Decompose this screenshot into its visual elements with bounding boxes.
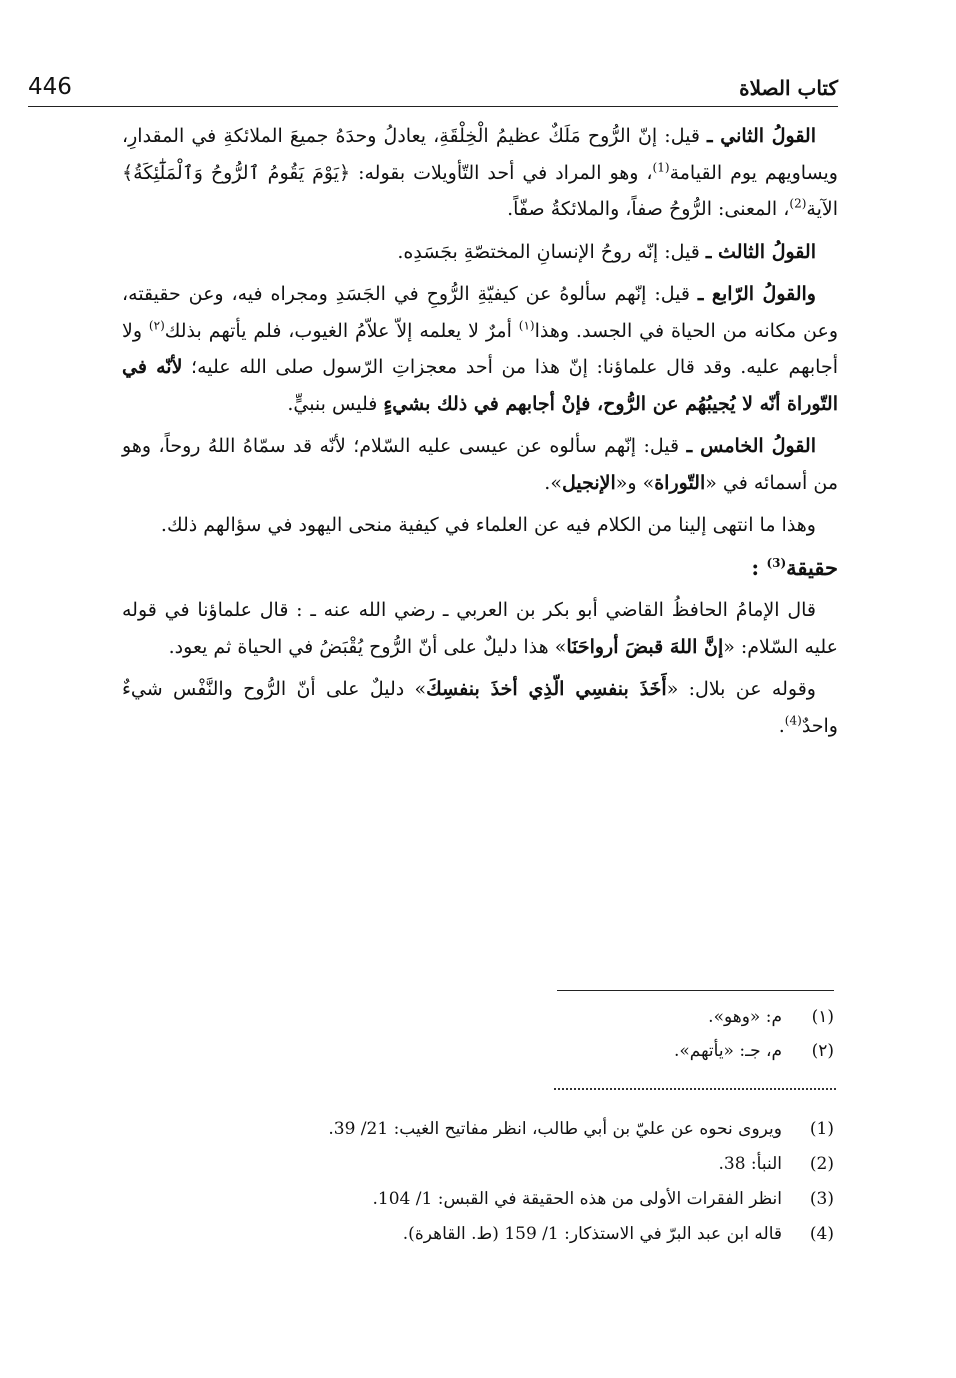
paragraph-text: أمرٌ لا يعلمه إلاّ علاّمُ الغيوب، فلم يأتهم بذلك (164, 319, 519, 342)
paragraph-text: ولا أجابهم عليه. وقد قال علماؤنا: إنّ هذا من أحد معجزاتِ الرّسول صلى الله عليه؛ (122, 319, 838, 378)
paragraph-text: فليس بنبيٍّ. (287, 392, 384, 415)
manuscript-notes (122, 1000, 834, 1068)
page-number: 446 (28, 74, 72, 100)
note-number: (4) (809, 1224, 834, 1244)
paragraph-text: قيل: إنّ الرُّوح مَلَكٌ عظيمُ الْخِلْقَةِ، يعادلُ وحدَهُ جميعَ الملائكةِ في المقدارِ، ويساويهم يوم القيامة (122, 125, 838, 184)
term-fifth-saying: القولُ الخامس ـ (686, 435, 816, 457)
footnote-ref: (١) (518, 318, 535, 333)
note-text: انظر الفقرات الأولى من هذه الحقيقة في القبس: 1/ 104. (372, 1189, 782, 1209)
manuscript-note (122, 1000, 834, 1034)
term-fourth-saying: والقولُ الرّابع ـ (697, 283, 816, 305)
manuscript-note (122, 1034, 834, 1068)
note-number: (1) (809, 1119, 834, 1139)
paragraph-text: » و« (615, 471, 655, 494)
note-text: قاله ابن عبد البرّ في الاستذكار: 1/ 159 (ط. القاهرة). (402, 1224, 782, 1244)
editor-note (122, 1147, 834, 1182)
hadith-quote: أَخَذَ بنفسِي الّذِي أخذَ بنفسِكَ (426, 678, 667, 700)
paragraph-fourth-saying (122, 276, 838, 422)
paragraph-fifth-saying (122, 428, 838, 501)
footnote-divider (557, 990, 834, 991)
page-header (28, 72, 838, 107)
paragraph-text: قيل: إنّهم سألوه عن عيسى عليه السّلام؛ لأنّه قد سمّاهُ اللهُ روحاً، وهو من أسمائه في « (122, 435, 838, 494)
paragraph-second-saying (122, 118, 838, 228)
note-text: النبأ: 38. (718, 1154, 782, 1174)
note-text: ويروى نحوه عن عليّ بن أبي طالب، انظر مفاتيح الغيب: 21/ 39. (328, 1119, 782, 1139)
paragraph-text: قيل: إنّه روحُ الإنسانِ المختصّةِ بجَسَدِه. (397, 240, 706, 263)
paragraph-text: قيل: إنّهم سألوهُ عن كيفيّةِ الرُّوحِ في الجَسَدِ ومجراه فيه، وعن حقيقته، وعن مكانه من الحياة في الجسد. وهذا (122, 283, 838, 342)
note-text: م، جـ: «يأتهم». (673, 1041, 782, 1061)
term-second-saying: القولُ الثاني ـ (707, 125, 816, 147)
paragraph-text: . (778, 714, 785, 737)
heading-colon: : (751, 554, 760, 580)
paragraph-text: ». (544, 471, 562, 494)
running-title: كتاب الصلاة (739, 76, 838, 100)
note-number: (3) (809, 1189, 834, 1209)
footnote-ref: (1) (652, 160, 670, 175)
heading-text: حقيقة (786, 554, 838, 580)
emphasized-text: لأنّه في التّوراة أنّه لا يُجيبُهُم عن الرُّوح، فإنْ أجابهم في ذلك بشيءٍ (122, 356, 838, 415)
paragraph-text: ، وهو المراد في أحد التّأويلات بقوله: ﴿يَوْمَ يَقُومُ ٱلرُّوحُ وَٱلْمَلَٰٓئِكَةُ﴾ الآية (122, 161, 838, 220)
footnote-ref: (4) (784, 713, 802, 728)
footnote-ref: (2) (789, 196, 807, 211)
footnote-ref: (3) (766, 555, 787, 570)
paragraph-bilal (122, 671, 838, 744)
paragraph-text: ، المعنى: الرُّوحُ صفاً، والملائكةُ صفّاً. (507, 198, 790, 220)
term-third-saying: القولُ الثالث ـ (705, 240, 816, 263)
editor-note (122, 1182, 834, 1217)
dotted-divider (554, 1088, 836, 1090)
paragraph-third-saying (122, 234, 838, 271)
editor-note (122, 1217, 834, 1252)
section-heading (122, 550, 838, 587)
hadith-quote: إنَّ اللهَ قبضَ أرواحَنَا (566, 635, 724, 658)
emphasized-text: التّوراة (654, 471, 706, 494)
main-text (122, 118, 838, 750)
editor-notes (122, 1112, 834, 1252)
note-number: (١) (811, 1007, 834, 1027)
note-number: (2) (809, 1154, 834, 1174)
paragraph-text: » دليلٌ على أنّ الرُّوح والنَّفْس شيءٌ واحدٌ (122, 678, 838, 737)
note-text: م: «وهو». (708, 1007, 782, 1027)
paragraph-conclusion: وهذا ما انتهى إلينا من الكلام فيه عن العلماء في كيفية منحى اليهود في سؤالهم ذلك. (160, 514, 816, 536)
footnote-ref: (٢) (148, 318, 165, 333)
emphasized-text: الإنجيل (561, 471, 616, 494)
editor-note (122, 1112, 834, 1147)
note-number: (٢) (811, 1041, 834, 1061)
paragraph-text: قال الإمامُ الحافظُ القاضي أبو بكر بن العربي ـ رضي الله عنه ـ : قال علماؤنا في قوله عليه السّلام: « (122, 599, 838, 658)
paragraph-ibn-arabi (122, 592, 838, 665)
paragraph-text: » هذا دليلٌ على أنّ الرُّوح يُقْبَضُ في الحياة ثم يعود. (168, 635, 567, 658)
paragraph-text: وقوله عن بلال: « (666, 678, 816, 700)
